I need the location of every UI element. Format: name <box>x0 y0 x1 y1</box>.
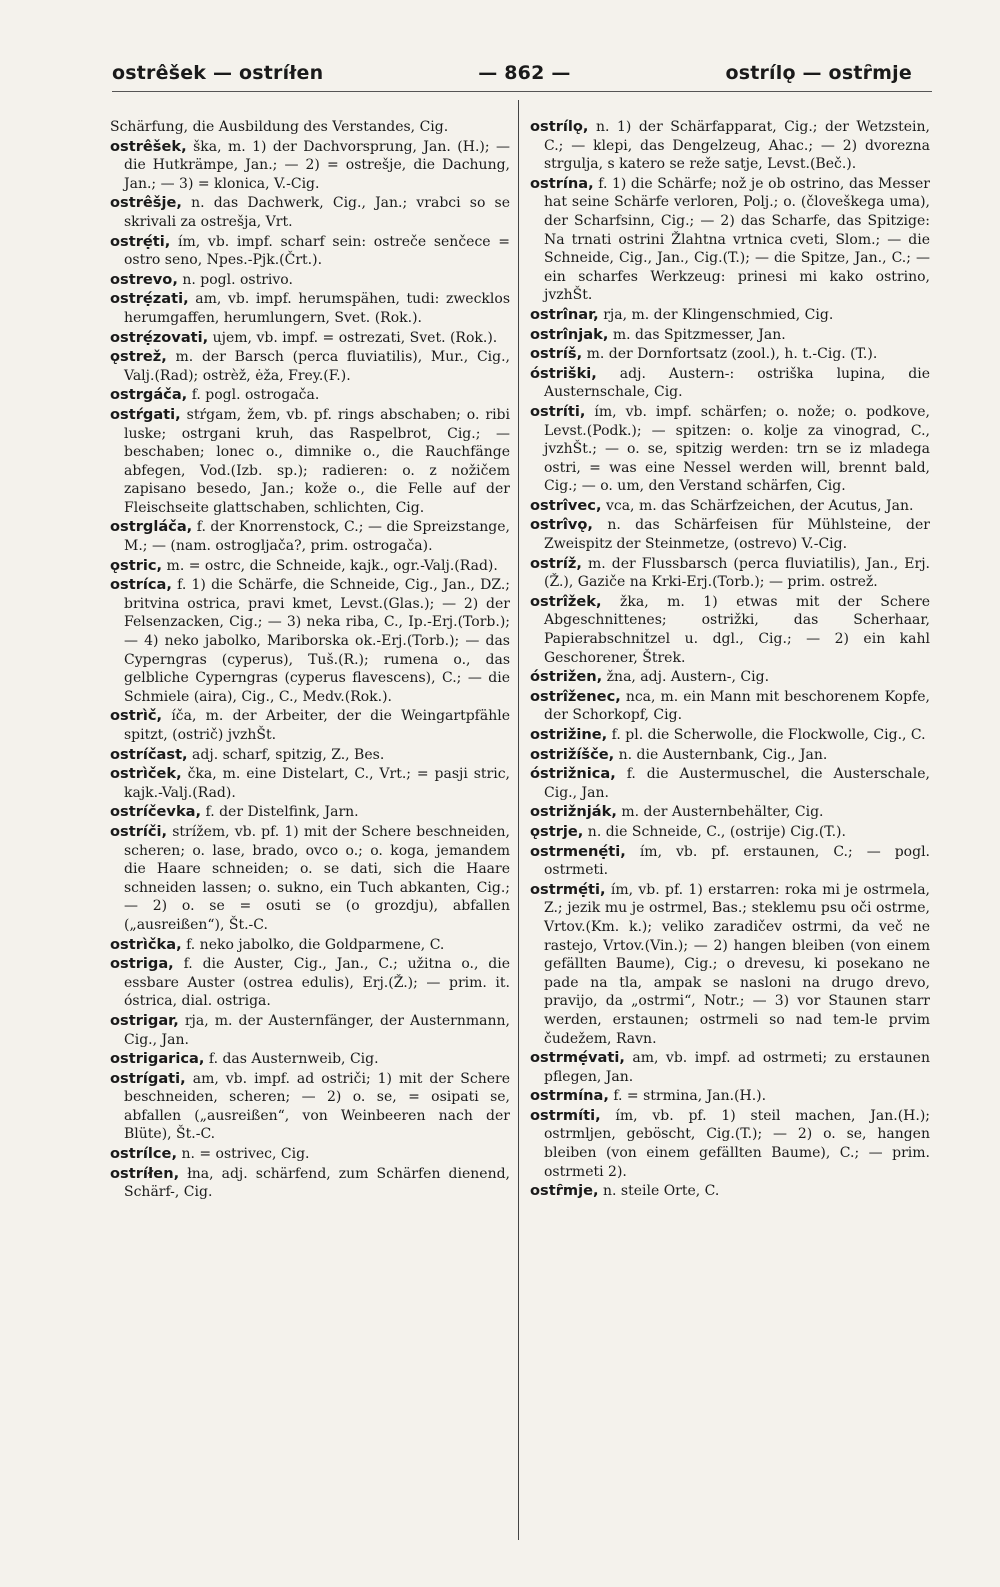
right-column <box>530 118 930 1568</box>
dictionary-entry <box>110 348 510 385</box>
entry-definition: ím, vb. pf. 1) erstarren: roka mi je ostrmela, Z.; jezik mu je ostrmel, Bas.; steklemu psu oči ostrme, Vrtov.(Km. k.); veliko zaradičev ostrmi, da več ne rastejo, Vrtov.(Vin.); — 2) hangen bleiben (von einem gefällten Baume), Cig.; o drevesu, ki posekano ne pade na tla, ampak se nasloni na drugo drevo, pravijo, da „ostrmi“, Notr.; — 3) vor Staunen starr werden, erstaunen; ostrmeli so nad tem-le prvim čudežem, Ravn. <box>544 881 930 1047</box>
dictionary-entry <box>110 518 510 555</box>
entry-headword: ostrìč, <box>110 707 163 725</box>
entry-headword: óstrižnica, <box>530 765 616 783</box>
entry-headword: ostrẹ́zati, <box>110 290 189 308</box>
entry-definition: stŕgam, žem, vb. pf. rings abschaben; o. ribi luske; ostrgani kruh, das Raspelbrot, Cig.; — beschaben; lonec o., dimnike o., die Rauchfänge abfegen, Vod.(Izb. sp.); radieren: o. z nožičem zapisano besedo, Jan.; kože o., die Felle auf der Fleischseite glattschaben, schlichten, Cig. <box>124 406 510 516</box>
entry-headword: ostrmína, <box>530 1087 609 1105</box>
entry-headword: ostrmenẹ́ti, <box>530 842 626 860</box>
entry-definition: m. = ostrc, die Schneide, kajk., ogr.-Valj.(Rad). <box>166 557 498 574</box>
entry-headword: ostríti, <box>530 402 586 420</box>
entry-headword: ostrîžek, <box>530 592 602 610</box>
entry-headword: ostríčast, <box>110 745 188 763</box>
entry-definition: f. die Austermuschel, die Austerschale, Cig., Jan. <box>544 766 930 801</box>
dictionary-entry <box>110 823 510 935</box>
entry-definition: ím, vb. impf. schärfen; o. nože; o. podkove, Levst.(Podk.); — spitzen: o. kolje za vinograd, C., jvzhŠt.; — o. se, spitzig werden: trn se iz mladega ostri, = was eine Nessel werden will, brennt bald, Cig.; — o. um, den Verstand schärfen, Cig. <box>544 403 930 495</box>
entry-definition: n. steile Orte, C. <box>603 1183 720 1200</box>
dictionary-entry <box>530 1087 930 1106</box>
entry-definition: m. der Flussbarsch (perca fluviatilis), Jan., Erj.(Ž.), Gaziče na Krki-Erj.(Torb.); — prim. ostrež. <box>544 555 930 591</box>
entry-definition: n. die Schneide, C., (ostrije) Cig.(T.). <box>587 823 846 840</box>
entry-definition: am, vb. impf. ad ostriči; 1) mit der Schere beschneiden, scheren; — 2) o. se, = osipati se, abfallen („ausreißen“, von Weinbeeren nach der Blüte), Št.-C. <box>124 1070 510 1143</box>
entry-headword: ostríłen, <box>110 1164 180 1182</box>
dictionary-entry <box>530 688 930 725</box>
entry-headword: ostrígati, <box>110 1069 186 1087</box>
entry-headword: ostrẹ́ti, <box>110 232 171 250</box>
entry-definition: n. die Austernbank, Cig., Jan. <box>618 746 828 763</box>
entry-definition: m. das Spitzmesser, Jan. <box>612 326 786 343</box>
entry-headword: ostríš, <box>530 345 583 363</box>
entry-headword: ǫstrje, <box>530 822 584 840</box>
entry-definition: ím, vb. pf. 1) steil machen, Jan.(H.); ostrmljen, geböscht, Cig.(T.); — 2) o. se, hangen bleiben (von einem gefällten Baume), C.; — prim. ostrmeti 2). <box>544 1107 930 1180</box>
entry-definition: adj. Austern-: ostriška lupina, die Austernschale, Cig. <box>544 365 930 401</box>
entry-definition: žna, adj. Austern-, Cig. <box>606 669 770 686</box>
dictionary-entry <box>530 555 930 592</box>
entry-headword: ostrevo, <box>110 270 178 288</box>
entry-definition: f. pl. die Scherwolle, die Flockwolle, Cig., C. <box>611 727 926 743</box>
entry-definition: f. neko jabolko, die Goldparmene, C. <box>186 936 445 953</box>
entry-headword: ostríca, <box>110 576 172 594</box>
entry-headword: ostrgláča, <box>110 518 193 536</box>
header-rule <box>112 91 932 92</box>
entry-headword: ostrmẹ́vati, <box>530 1049 625 1067</box>
page-number: — 862 — <box>478 62 571 84</box>
dictionary-entry <box>530 326 930 345</box>
dictionary-entry <box>530 175 930 305</box>
dictionary-entry <box>110 233 510 270</box>
entry-definition: am, vb. impf. herumspähen, tudi: zwecklos herumgaffen, herumlungern, Svet. (Rok.). <box>124 291 510 326</box>
entry-headword: ostrižine, <box>530 726 608 743</box>
entry-definition: ím, vb. impf. scharf sein: ostreče senčece = ostro seno, Npes.-Pjk.(Črt.). <box>124 233 510 269</box>
entry-definition: ím, vb. pf. erstaunen, C.; — pogl. ostrmeti. <box>544 843 930 879</box>
entry-definition: łna, adj. schärfend, zum Schärfen dienend, Schärf-, Cig. <box>124 1165 510 1201</box>
entry-headword: ostrmẹ́ti, <box>530 880 606 898</box>
entry-headword: ǫstric, <box>110 556 163 574</box>
entry-headword: ostrigar, <box>110 1011 179 1029</box>
entry-definition: am, vb. impf. ad ostrmeti; zu erstaunen pflegen, Jan. <box>544 1050 930 1085</box>
dictionary-entry <box>110 803 510 822</box>
entry-headword: ostrílce, <box>110 1145 177 1163</box>
entry-definition: adj. scharf, spitzig, Z., Bes. <box>192 746 385 763</box>
dictionary-entry <box>530 1182 930 1201</box>
dictionary-entry <box>110 955 510 1011</box>
entry-definition: f. pogl. ostrogača. <box>191 387 320 404</box>
entry-headword: ostȓmje, <box>530 1182 599 1200</box>
entry-definition: vca, m. das Schärfzeichen, der Acutus, Jan. <box>605 497 914 514</box>
dictionary-entry <box>530 881 930 1048</box>
dictionary-entry <box>530 765 930 802</box>
entry-headword: ostrînar, <box>530 305 599 323</box>
entry-definition: íča, m. der Arbeiter, der die Weingartpfähle spitzt, (ostrič) jvzhŠt. <box>124 708 510 743</box>
entry-headword: óstrižen, <box>530 668 603 686</box>
dictionary-entry <box>110 406 510 518</box>
entry-definition: ška, m. 1) der Dachvorsprung, Jan. (H.); — die Hutkrämpe, Jan.; — 2) = ostrešje, die Dachung, Jan.; — 3) = klonica, V.-Cig. <box>124 138 510 192</box>
dictionary-entry <box>110 707 510 744</box>
entry-headword: ostrîženec, <box>530 687 621 705</box>
dictionary-entry <box>530 306 930 325</box>
entry-definition: m. der Barsch (perca fluviatilis), Mur., Cig., Valj.(Rad); ostrèž, ėža, Frey.(F.). <box>124 349 510 384</box>
entry-definition: m. der Dornfortsatz (zool.), h. t.-Cig. (T.). <box>586 346 878 363</box>
entry-definition: nca, m. ein Mann mit beschorenem Kopfe, der Schorkopf, Cig. <box>544 688 930 724</box>
column-divider <box>518 100 519 1540</box>
dictionary-entry <box>110 557 510 576</box>
entry-headword: ostrìčka, <box>110 935 182 953</box>
dictionary-entry <box>530 1049 930 1086</box>
entry-headword: ostŕgati, <box>110 405 181 423</box>
dictionary-entry <box>530 726 930 745</box>
entry-headword: ostríčevka, <box>110 803 202 821</box>
entry-headword: ostrẹ́zovati, <box>110 328 209 346</box>
entry-definition: žka, m. 1) etwas mit der Schere Abgeschnittenes; ostrižki, das Scherhaar, Papierabschnitzel u. dgl., Cig.; — 2) ein kahl Geschorener, Štrek. <box>544 593 930 666</box>
dictionary-entry <box>530 823 930 842</box>
dictionary-entry <box>110 118 510 137</box>
left-column <box>110 118 510 1568</box>
entry-headword: ostrmíti, <box>530 1106 601 1124</box>
dictionary-entry <box>530 668 930 687</box>
entry-headword: ostrîvec, <box>530 496 602 514</box>
entry-definition: rja, m. der Klingenschmied, Cig. <box>603 306 834 323</box>
dictionary-entry <box>530 1107 930 1181</box>
entry-definition: f. das Austernweib, Cig. <box>208 1051 379 1068</box>
entry-definition: n. das Dachwerk, Cig., Jan.; vrabci so se skrivali za ostrešja, Vrt. <box>124 195 510 230</box>
dictionary-entry <box>110 290 510 327</box>
dictionary-entry <box>530 118 930 174</box>
entry-headword: ostríči, <box>110 822 168 840</box>
entry-headword: ostrílǫ, <box>530 118 589 135</box>
entry-headword: óstriški, <box>530 364 597 382</box>
entry-headword: ǫstrež, <box>110 348 167 366</box>
dictionary-entry <box>110 936 510 955</box>
entry-definition: Schärfung, die Ausbildung des Verstandes, Cig. <box>110 119 449 135</box>
dictionary-entry <box>110 1012 510 1049</box>
entry-headword: ostrižíšče, <box>530 745 615 763</box>
entry-headword: ostrêšje, <box>110 194 182 212</box>
entry-definition: strížem, vb. pf. 1) mit der Schere beschneiden, scheren; o. lase, brado, ovco o.; o. koga, jemandem die Haare schneiden; o. se dati, sich die Haare schneiden lassen; o. sukno, ein Tuch abkanten, Cig.; — 2) o. se = osuti se (o grozdju), abfallen („ausreißen“), Št.-C. <box>124 823 510 933</box>
entry-headword: ostrína, <box>530 174 594 192</box>
dictionary-entry <box>530 516 930 553</box>
entry-headword: ostrînjak, <box>530 325 609 343</box>
dictionary-entry <box>530 593 930 667</box>
dictionary-entry <box>530 803 930 822</box>
dictionary-entry <box>110 271 510 290</box>
header-left-guide-words: ostrêšek — ostríłen <box>112 62 324 84</box>
entry-headword: ostrêšek, <box>110 137 187 155</box>
dictionary-entry <box>110 386 510 405</box>
entry-headword: ostrgáča, <box>110 386 188 404</box>
dictionary-entry <box>110 138 510 194</box>
entry-headword: ostriga, <box>110 955 174 973</box>
dictionary-entry <box>110 194 510 231</box>
entry-headword: ostrižnják, <box>530 803 617 821</box>
dictionary-entry <box>530 843 930 880</box>
dictionary-entry <box>110 746 510 765</box>
entry-definition: čka, m. eine Distelart, C., Vrt.; = pasji stric, kajk.-Valj.(Rad). <box>124 766 510 801</box>
entry-definition: f. 1) die Schärfe, die Schneide, Cig., Jan., DZ.; britvina ostrica, pravi kmet, Levst.(Glas.); — 2) der Felsenzacken, Cig.; — 3) neka riba, C., Ip.-Erj.(Torb.); — 4) neko jabolko, Mariborska ok.-Erj.(Torb.); — das Cyperngras (cyperus), Tuš.(R.); rumena o., das gelbliche Cyperngras (cyperus flavescens), C.; — die Schmiele (aira), Cig., C., Medv.(Rok.). <box>124 577 510 705</box>
entry-definition: f. 1) die Schärfe; nož je ob ostrino, das Messer hat seine Schärfe verloren, Polj.; o. (človeškega uma), der Scharfsinn, Cig.; — 2) das Scharfe, das Spitzige: Na trnati ostrini Žlahtna vrtnica cveti, Slom.; — die Schneide, Cig., Jan., Cig.(T.); — die Spitze, Jan., C.; — ein scharfes Werkzeug: prinesi mi kako ostrino, jvzhŠt. <box>544 175 930 304</box>
entry-definition: f. = strmina, Jan.(H.). <box>613 1088 767 1105</box>
entry-definition: n. 1) der Schärfapparat, Cig.; der Wetzstein, C.; — klepi, das Dengelzeug, Ahac.; — 2) dvorezna strgulja, s katero se reže satje, Levst.(Beč.). <box>544 119 930 173</box>
dictionary-entry <box>110 329 510 348</box>
entry-definition: ujem, vb. impf. = ostrezati, Svet. (Rok.). <box>212 329 498 346</box>
dictionary-entry <box>530 403 930 496</box>
dictionary-entry <box>110 1165 510 1202</box>
dictionary-entry <box>110 765 510 802</box>
entry-definition: n. das Schärfeisen für Mühlsteine, der Zweispitz der Steinmetze, (ostrevo) V.-Cig. <box>544 517 930 553</box>
dictionary-entry <box>110 576 510 706</box>
entry-headword: ostrìček, <box>110 765 182 783</box>
dictionary-entry <box>530 746 930 765</box>
entry-definition: n. pogl. ostrivo. <box>182 271 293 288</box>
dictionary-entry <box>530 345 930 364</box>
dictionary-entry <box>110 1145 510 1164</box>
entry-definition: m. der Austernbehälter, Cig. <box>621 804 824 821</box>
dictionary-entry <box>530 497 930 516</box>
entry-headword: ostrîvǫ, <box>530 516 593 534</box>
entry-headword: ostrigarica, <box>110 1050 205 1068</box>
entry-definition: rja, m. der Austernfänger, der Austernmann, Cig., Jan. <box>124 1012 510 1048</box>
entry-definition: f. der Knorrenstock, C.; — die Spreizstange, M.; — (nam. ostrogljača?, prim. ostrogača). <box>124 519 510 555</box>
entry-definition: f. die Auster, Cig., Jan., C.; užitna o., die essbare Auster (ostrea edulis), Erj.(Ž.); — prim. it. óstrica, dial. ostriga. <box>124 956 510 1010</box>
header-right-guide-words: ostrílǫ — ostȓmje <box>725 62 912 84</box>
dictionary-entry <box>110 1070 510 1144</box>
entry-headword: ostríž, <box>530 554 582 572</box>
entry-definition: f. der Distelfink, Jarn. <box>205 804 359 821</box>
dictionary-entry <box>530 365 930 402</box>
dictionary-entry <box>110 1050 510 1069</box>
entry-definition: n. = ostrivec, Cig. <box>181 1146 310 1163</box>
page-header <box>112 58 912 88</box>
